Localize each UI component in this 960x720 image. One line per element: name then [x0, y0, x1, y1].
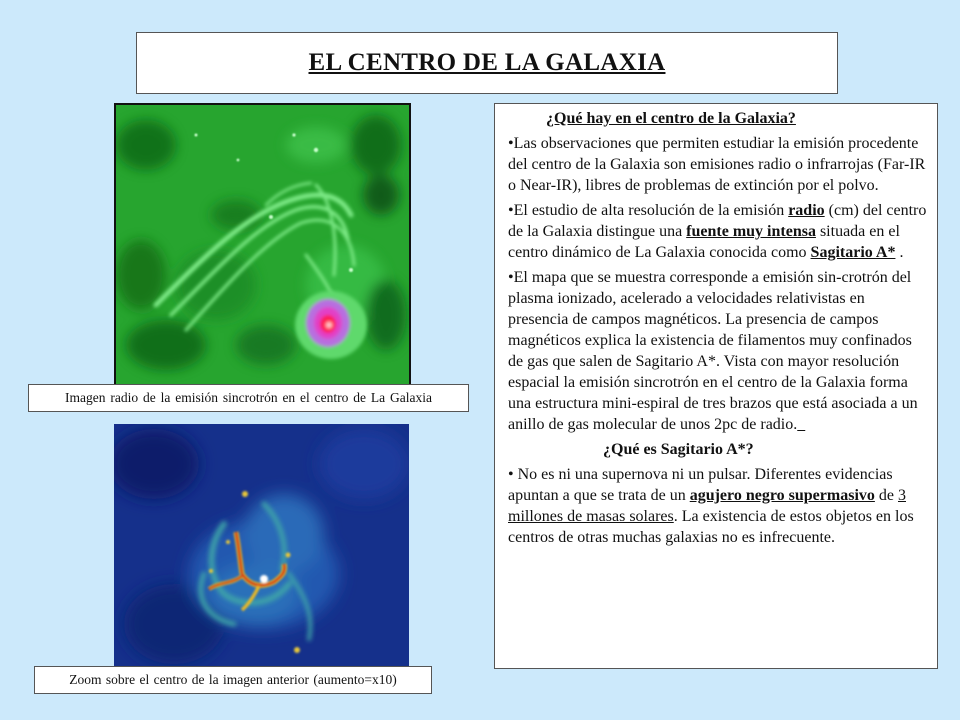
- p4-black-hole-term: agujero negro supermasivo: [689, 487, 875, 504]
- title-box: [136, 32, 838, 94]
- zoom-image-caption: Zoom sobre el centro de la imagen anterior (aumento=x10): [34, 666, 432, 694]
- p4-text-a: • No es ni una supernova ni un pulsar. Diferentes evidencias apuntan a que se trata de un: [508, 466, 893, 504]
- paragraph-synchrotron-map: [508, 267, 927, 435]
- p2-text-a: •El estudio de alta resolución de la emisión: [508, 202, 789, 219]
- p4-text-c: de: [874, 487, 898, 504]
- page-title: EL CENTRO DE LA GALAXIA: [308, 49, 666, 76]
- question-center-galaxy: [508, 108, 927, 129]
- p2-radio-term: radio: [788, 202, 825, 219]
- paragraph-radio-study: [508, 200, 927, 263]
- paragraph-black-hole: [508, 464, 927, 548]
- paragraph-observations: •Las observaciones que permiten estudiar la emisión procedente del centro de la Galaxia son emisiones radio o infrarrojas (Far-IR o Near-IR), libres de problemas de extinción por el polvo.: [508, 135, 926, 194]
- radio-image-caption: Imagen radio de la emisión sincrotrón en el centro de La Galaxia: [28, 384, 469, 412]
- p2-text-e: situada en el centro dinámico de La Galaxia conocida como: [508, 223, 900, 261]
- radio-emission-image: [114, 103, 411, 386]
- p2-text-g: .: [895, 244, 904, 261]
- p3-text-b: [797, 416, 805, 433]
- question-sagittarius: ¿Qué es Sagitario A*?: [603, 441, 754, 458]
- p4-text-e: . La existencia de estos objetos en los centros de otras muchas galaxias no es infrecuente.: [508, 508, 914, 546]
- p2-intense-source-term: fuente muy intensa: [686, 223, 816, 240]
- zoom-image: [114, 424, 409, 668]
- p2-sagittarius-term: Sagitario A*: [810, 244, 896, 261]
- p3-text-a: •El mapa que se muestra corresponde a emisión sin-crotrón del plasma ionizado, acelerado a velocidades relativistas en presencia de campos magnéticos. La presencia de campos magnéticos explica la existencia de filamentos muy confinados de gas que salen de Sagitario A*. Vista con mayor resolución espacial la emisión sincrotrón en el centro de la Galaxia forma una estructura mini-espiral de tres brazos que está asociada a un anillo de gas molecular de unos 2pc de radio.: [508, 269, 918, 433]
- p2-text-c: (cm) del centro de la Galaxia distingue una: [508, 202, 927, 240]
- text-panel: [494, 103, 938, 669]
- question-center-galaxy-text: ¿Qué hay en el centro de la Galaxia?: [546, 110, 796, 127]
- p4-mass-term: 3 millones de masas solares: [508, 487, 906, 525]
